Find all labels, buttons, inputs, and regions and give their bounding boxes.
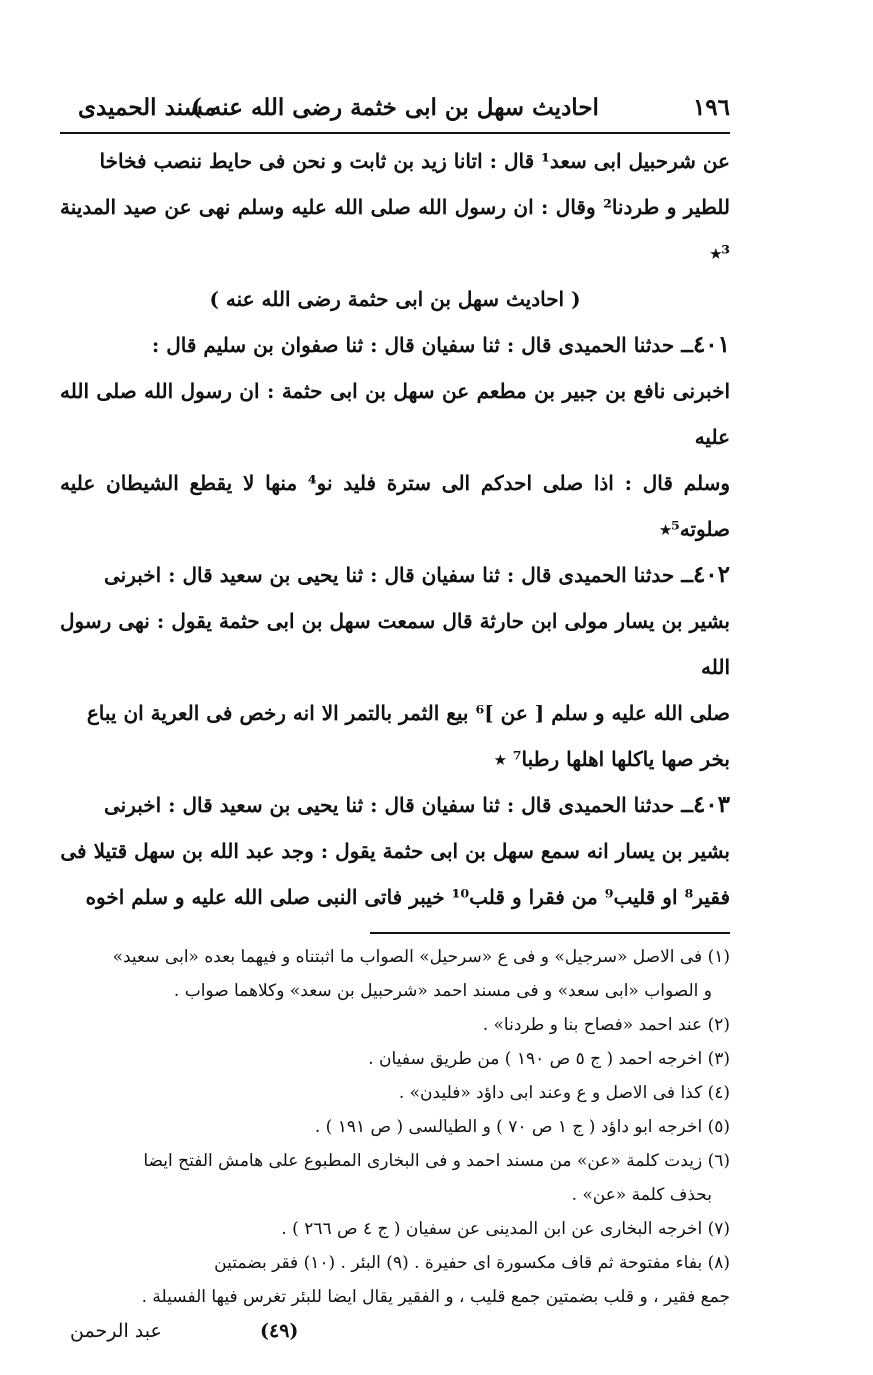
footnote-1: (١) فى الاصل «سرجيل» و فى ع «سرحيل» الصواب ما اثبتناه و فيهما بعده «ابى سعيد» bbox=[112, 947, 730, 967]
signature-name: عبد الرحمن bbox=[70, 1320, 162, 1342]
page-number: ١٩٦ bbox=[692, 94, 730, 121]
footnotes bbox=[60, 940, 730, 1314]
text-line: عن شرحبيل ابى سعد¹ قال : اتانا زيد بن ثابت و نحن فى حايط ننصب فخاخا bbox=[99, 149, 730, 173]
footnote-10-continued: جمع فقير ، و قلب بضمتين جمع قليب ، و الفقير يقال ايضا للبئر تغرس فيها الفسيلة . bbox=[141, 1287, 730, 1307]
text-line: بشير بن يسار مولى ابن حارثة قال سمعت سهل بن ابى حثمة يقول : نهى رسول الله bbox=[60, 609, 730, 679]
hadith-402-line-1: ٤٠٢ــ حدثنا الحميدى قال : ثنا سفيان قال : ثنا يحيى بن سعيد قال : اخبرنى bbox=[103, 561, 730, 588]
hadith-number: ٤٠٢ bbox=[692, 561, 730, 588]
running-title: احاديث سهل بن ابى خثمة رضى الله عنه ) bbox=[191, 94, 599, 121]
footnote-5: (٥) اخرجه ابو داؤد ( ج ١ ص ٧٠ ) و الطيالسى ( ص ١٩١ ) . bbox=[314, 1117, 730, 1137]
footnote-2: (٢) عند احمد «فصاح بنا و طردنا» . bbox=[482, 1015, 730, 1035]
footnote-7: (٧) اخرجه البخارى عن ابن المدينى عن سفيان ( ج ٤ ص ٢٦٦ ) . bbox=[281, 1219, 730, 1239]
book-title: مسند الحميدى bbox=[78, 94, 217, 121]
text-line: صلى الله عليه و سلم [ عن ]⁶ بيع الثمر بالتمر الا انه رخص فى العرية ان يباع bbox=[86, 701, 730, 725]
footnote-6-continued: بحذف كلمة «عن» . bbox=[571, 1185, 712, 1205]
footnote-3: (٣) اخرجه احمد ( ج ٥ ص ١٩٠ ) من طريق سفيان . bbox=[368, 1049, 730, 1069]
page-signature bbox=[60, 1320, 730, 1360]
text-line: اخبرنى نافع بن جبير بن مطعم عن سهل بن ابى حثمة : ان رسول الله صلى الله عليه bbox=[60, 379, 730, 449]
page-header bbox=[60, 88, 730, 128]
text-line: بشير بن يسار انه سمع سهل بن ابى حثمة يقول : وجد عبد الله بن سهل قتيلا فى bbox=[60, 839, 730, 863]
footnote-6: (٦) زيدت كلمة «عن» من مسند احمد و فى البخارى المطبوع على هامش الفتح ايضا bbox=[143, 1151, 730, 1171]
hadith-number: ٤٠١ bbox=[692, 331, 730, 358]
section-heading: ( احاديث سهل بن ابى حثمة رضى الله عنه ) bbox=[209, 287, 581, 311]
book-page bbox=[60, 88, 730, 1360]
text-line: فقير⁸ او قليب⁹ من فقرا و قلب¹⁰ خيبر فاتى النبى صلى الله عليه و سلم اخوه bbox=[85, 885, 730, 909]
footnote-4: (٤) كذا فى الاصل و ع وعند ابى داؤد «فليدن» . bbox=[398, 1083, 730, 1103]
footnote-8-9-10: (٨) بفاء مفتوحة ثم قاف مكسورة اى حفيرة . (٩) البئر . (١٠) فقر بضمتين bbox=[214, 1253, 730, 1273]
hadith-401-line-1: ٤٠١ــ حدثنا الحميدى قال : ثنا سفيان قال : ثنا صفوان بن سليم قال : bbox=[151, 331, 730, 358]
text-line: بخر صها ياكلها اهلها رطبا⁷ ٭ bbox=[494, 747, 730, 771]
footnote-1-continued: و الصواب «ابى سعد» و فى مسند احمد «شرحبيل بن سعد» وكلاهما صواب . bbox=[173, 981, 712, 1001]
text-line: وسلم قال : اذا صلى احدكم الى سترة فليد نو⁴ منها لا يقطع الشيطان عليه صلوته⁵٭ bbox=[60, 471, 730, 541]
text-line: للطير و طردنا² وقال : ان رسول الله صلى الله عليه وسلم نهى عن صيد المدينة ³٭ bbox=[60, 195, 731, 265]
footnote-divider bbox=[370, 932, 730, 934]
main-text bbox=[60, 138, 730, 920]
header-divider bbox=[60, 132, 730, 134]
signature-number: (٤٩) bbox=[260, 1320, 299, 1342]
hadith-number: ٤٠٣ bbox=[692, 791, 730, 818]
hadith-403-line-1: ٤٠٣ــ حدثنا الحميدى قال : ثنا سفيان قال : ثنا يحيى بن سعيد قال : اخبرنى bbox=[103, 791, 730, 818]
